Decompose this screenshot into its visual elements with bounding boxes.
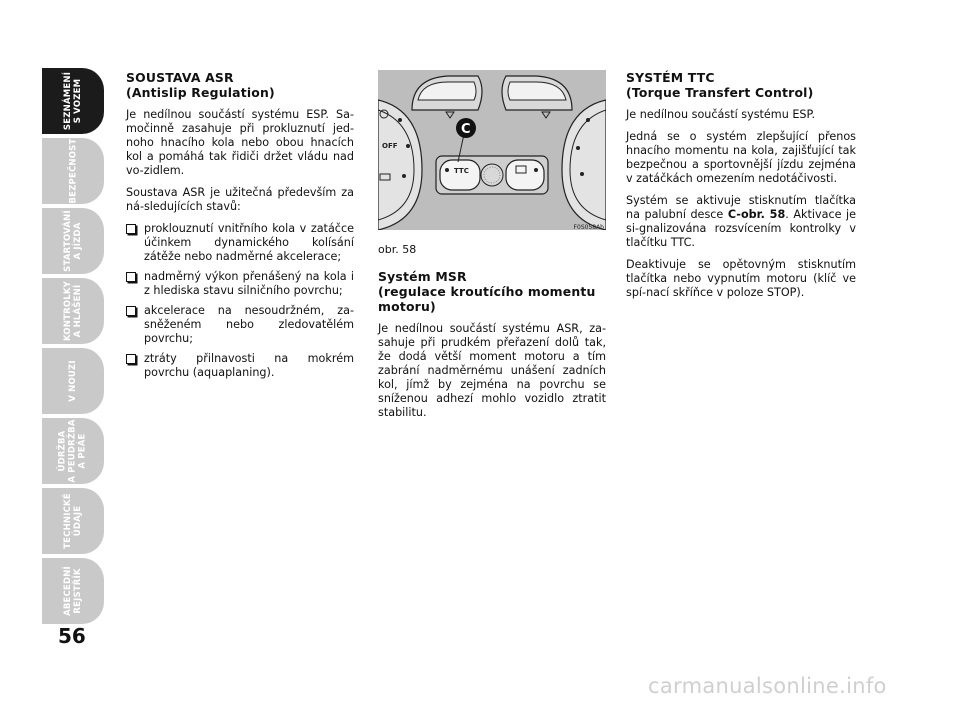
heading-subline: (Antislip Regulation) (126, 85, 275, 100)
list-item-text: nadměrný výkon přenášený na kola i z hlediska stavu silničního povrchu; (144, 270, 354, 297)
paragraph-text: . Aktivace je si-gnalizována rozsvícením kontrolky v tlačítku TTC. (626, 208, 857, 249)
figure-reference: C-obr. 58 (727, 208, 786, 221)
tab-technicke-udaje[interactable] (42, 488, 104, 554)
list-item (126, 304, 354, 346)
tab-label: KONTROLKY A HLÁŠENÍ (62, 280, 83, 342)
dial-dot (586, 118, 590, 122)
paragraph: Deaktivuje se opětovným stisknutím tlačítka nebo vypnutím motoru (klíč ve spí-nací skříňce v poloze STOP). (626, 258, 856, 299)
tab-bezpecnost[interactable] (42, 138, 104, 204)
heading-line: SOUSTAVA ASR (126, 70, 234, 85)
heading-subline: (regulace kroutícího momentu motoru) (378, 284, 596, 314)
column-msr (378, 70, 606, 428)
dial-dot (398, 118, 402, 122)
defrost-led (534, 168, 538, 172)
rear-defrost-button (506, 160, 544, 190)
dashboard-illustration (378, 70, 606, 230)
checkbox-bullet-icon (126, 272, 136, 282)
figure-caption: obr. 58 (378, 243, 417, 256)
ttc-button-label: TTC (454, 167, 469, 175)
list-item (126, 222, 354, 264)
section-heading-msr (378, 269, 606, 314)
list-item (126, 352, 354, 380)
tab-label: TECHNICKÉ ÚDAJE (62, 493, 83, 549)
list-item-text: proklouznutí vnitřního kola v zatáčce účinkem dynamického kolísání zátěže nebo nadměrné akcelerace; (144, 222, 354, 263)
column-asr (126, 70, 354, 386)
paragraph-text: Systém se aktivuje stisknutím tlačítka na palubní desce (626, 194, 856, 221)
tab-label: STARTOVÁNÍ A JÍZDA (63, 210, 83, 272)
checkbox-bullet-icon (126, 354, 136, 364)
heading-line: SYSTÉM TTC (626, 70, 715, 85)
dial-dot (580, 172, 584, 176)
bullet-list (126, 222, 354, 380)
figure-code: F0S058Ab (573, 224, 604, 231)
tab-label: BEZPEČNOST (68, 138, 79, 204)
tab-label: SEZNÁMENÍ S VOZEM (63, 71, 83, 131)
paragraph: Je nedílnou součástí systému ESP. (626, 108, 816, 121)
tab-seznameni-s-vozem[interactable] (42, 68, 104, 134)
section-heading-ttc (626, 70, 856, 100)
heading-subline: (Torque Transfert Control) (626, 85, 814, 100)
page-number: 56 (58, 624, 86, 648)
list-item-text: ztráty přilnavosti na mokrém povrchu (aquaplaning). (144, 352, 354, 379)
list-item-text: akcelerace na nesoudržném, za-sněženém nebo zledovatělém povrchu; (144, 304, 354, 345)
paragraph: Je nedílnou součástí systému ASR, za-sahuje při prudkém přeřazení dolů tak, že dodá větší moment motoru a tím zabrání nadměrnému unášení zadních kol, jímž by zejména na povrchu se sníženou adhezí mohlo vozidlo ztratit stabilitu. (378, 322, 606, 419)
section-heading-asr (126, 70, 354, 100)
off-label: OFF (382, 142, 398, 150)
figure-dashboard-ttc (378, 70, 606, 235)
checkbox-bullet-icon (126, 224, 136, 234)
tab-label: ABECEDNÍ REJSTŘÍK (63, 566, 83, 616)
heading-line: Systém MSR (378, 269, 467, 284)
column-ttc (626, 70, 856, 308)
list-item (126, 270, 354, 298)
paragraph: Je nedílnou součástí systému ESP. Sa-močinně zasahuje při prokluznutí jed-noho hnacího kola nebo obou hnacích kol a pomáhá tak řidiči držet vládu nad vo-zidlem. (126, 108, 354, 177)
paragraph: Soustava ASR je užitečná především za ná-sledujících stavů: (126, 186, 354, 213)
dial-dot (402, 174, 406, 178)
ttc-led (445, 168, 449, 172)
tab-kontrolky-a-hlaseni[interactable] (42, 278, 104, 344)
checkbox-bullet-icon (126, 306, 136, 316)
ttc-button (440, 160, 480, 190)
dial-dot (406, 144, 410, 148)
tab-udrzba[interactable] (42, 418, 104, 484)
chapter-tabs (42, 68, 104, 620)
tab-label: ÚDRŽBA A PEUDRŽBA A PEÁE (58, 419, 88, 483)
callout-letter: C (461, 122, 471, 137)
dial-dot (576, 146, 580, 150)
tab-abecedni-rejstrik[interactable] (42, 558, 104, 624)
watermark: carmanualsonline.info (648, 674, 887, 698)
tab-v-nouzi[interactable] (42, 348, 104, 414)
paragraph: Jedná se o systém zlepšující přenos hnacího momentu na kola, zajišťující tak bezpečnou a sportovnější jízdu zejména v zatáčkách omezením nedotáčivosti. (626, 130, 856, 185)
paragraph (626, 194, 856, 250)
tab-label: V NOUZI (67, 360, 78, 402)
tab-startovani-a-jizda[interactable] (42, 208, 104, 274)
